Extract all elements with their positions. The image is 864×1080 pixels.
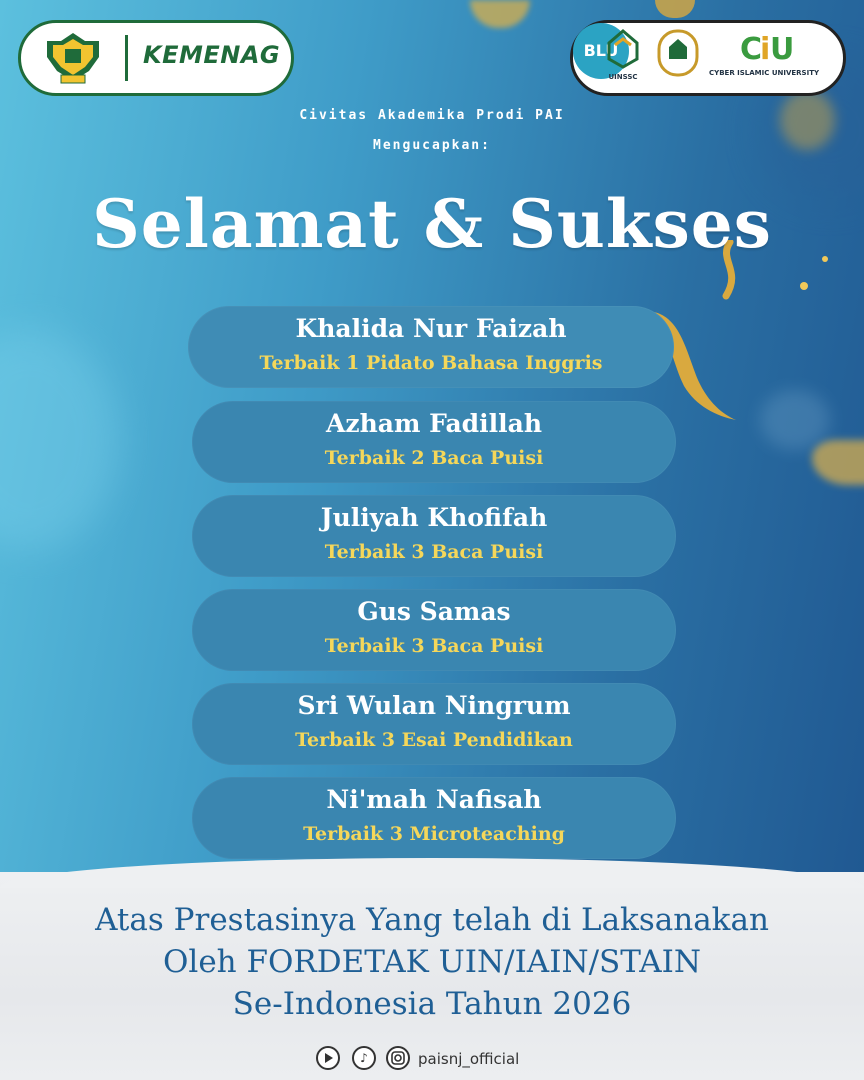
closing-line: Se-Indonesia Tahun 2026 (232, 986, 632, 1022)
blu-logo: BLU (573, 23, 629, 79)
winner-name: Gus Samas (357, 597, 511, 626)
svg-text:C: C (740, 32, 763, 65)
winner-award: Terbaik 2 Baca Puisi (324, 447, 544, 469)
winner-card (192, 495, 676, 577)
winner-name: Juliyah Khofifah (320, 503, 548, 532)
winner-card (192, 589, 676, 671)
page-title: Selamat & Sukses (92, 185, 772, 263)
winner-award: Terbaik 3 Baca Puisi (324, 635, 544, 657)
cyber-islamic-university-logo: C i U CYBER ISLAMIC UNIVERSITY (709, 29, 819, 77)
winner-award: Terbaik 3 Baca Puisi (324, 541, 544, 563)
confetti-piece (760, 390, 830, 450)
confetti-dot (800, 282, 808, 290)
divider (125, 35, 128, 81)
tiktok-icon[interactable]: ♪ (352, 1046, 376, 1070)
winner-name: Azham Fadillah (325, 409, 543, 438)
winner-card (188, 306, 674, 388)
winner-award: Terbaik 3 Esai Pendidikan (295, 729, 573, 751)
closing-line: Oleh FORDETAK UIN/IAIN/STAIN (163, 944, 701, 980)
kemenag-badge (18, 20, 294, 96)
ciu-logo-icon (736, 29, 792, 65)
youtube-icon[interactable] (316, 1046, 340, 1070)
closing-line: Atas Prestasinya Yang telah di Laksanakan (95, 902, 769, 938)
intro-line: Civitas Akademika Prodi PAI (299, 108, 565, 123)
uinssc-alt-logo-icon (655, 29, 701, 77)
social-handle[interactable]: paisnj_official (418, 1050, 520, 1068)
winner-card (192, 401, 676, 483)
partner-logos (570, 20, 846, 96)
kemenag-emblem-icon (41, 31, 105, 87)
winner-name: Sri Wulan Ningrum (297, 691, 571, 720)
winner-award: Terbaik 1 Pidato Bahasa Inggris (259, 352, 603, 374)
intro-line: Mengucapkan: (373, 138, 491, 153)
winner-card (192, 777, 676, 859)
winner-name: Khalida Nur Faizah (295, 314, 567, 343)
uinssc-logo: UINSSC (601, 29, 645, 81)
instagram-icon[interactable] (386, 1046, 410, 1070)
svg-text:i: i (760, 32, 771, 65)
winner-name: Ni'mah Nafisah (326, 785, 542, 814)
uinssc-logo-icon (601, 29, 645, 69)
svg-text:U: U (770, 32, 793, 65)
kemenag-label: KEMENAG (143, 41, 281, 69)
uinssc-alt-logo (655, 29, 701, 81)
winner-award: Terbaik 3 Microteaching (303, 823, 565, 845)
social-footer (0, 1038, 864, 1080)
winner-card (192, 683, 676, 765)
